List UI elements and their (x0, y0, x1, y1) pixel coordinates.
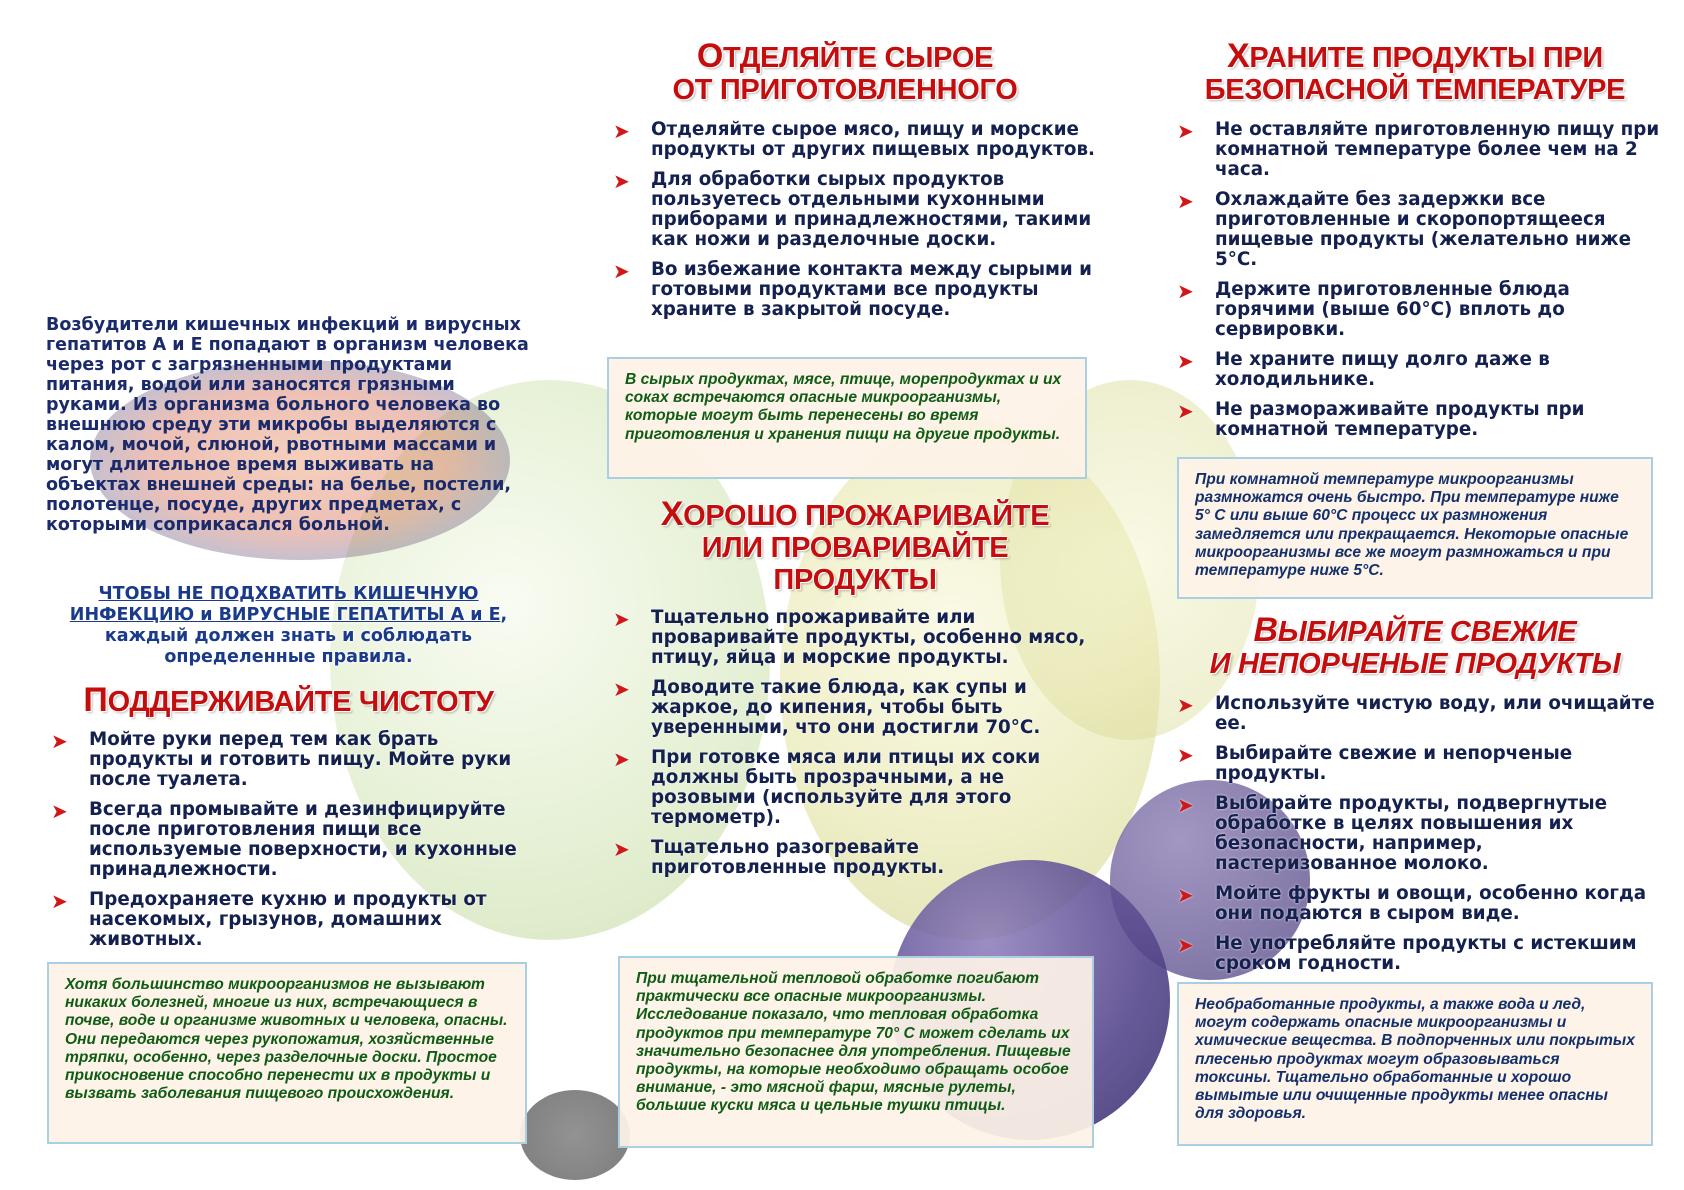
heading-separate (600, 37, 1090, 106)
berries-shape (520, 1090, 630, 1180)
list-item-text: Мойте руки перед тем как брать продукты и готовить пищу. Мойте руки после туалета. (89, 729, 512, 790)
list-item-text: Держите приготовленные блюда горячими (выше 60°С) вплоть до сервировки. (1215, 279, 1570, 340)
list-item (46, 800, 531, 880)
red-arrowhead-icon: ➤ (1177, 743, 1194, 767)
heading-cap: Х (1227, 37, 1250, 75)
red-arrowhead-icon: ➤ (1177, 933, 1194, 957)
list-item-text: Во избежание контакта между сырыми и готовыми продуктами все продукты храните в закрытой посуде. (651, 259, 1092, 320)
heading-cleanliness (46, 681, 531, 719)
list-item (46, 730, 531, 790)
list-item (1172, 400, 1662, 440)
list-item-text: Тщательно разогревайте приготовленные продукты. (651, 837, 945, 878)
red-arrowhead-icon: ➤ (1177, 349, 1194, 373)
red-arrowhead-icon: ➤ (1177, 883, 1194, 907)
list-item-text: Охлаждайте без задержки все приготовленные и скоропортящееся пищевые продукты (желательно ниже 5°С. (1215, 189, 1631, 270)
list-item (608, 170, 1098, 250)
list-item-text: Не храните пищу долго даже в холодильнике. (1215, 349, 1550, 390)
heading-line: ТДЕЛЯЙТЕ СЫРОЕ (723, 42, 994, 74)
red-arrowhead-icon: ➤ (1177, 279, 1194, 303)
list-item-text: Предохраняете кухню и продукты от насекомых, грызунов, домашних животных. (89, 889, 487, 950)
list-item (1172, 794, 1662, 874)
temperature-list (1172, 120, 1662, 450)
list-item (1172, 280, 1662, 340)
separate-list (608, 120, 1098, 330)
heading-text: ОДДЕРЖИВАЙТЕ ЧИСТОТУ (107, 686, 494, 718)
red-arrowhead-icon: ➤ (613, 119, 630, 143)
red-arrowhead-icon: ➤ (1177, 793, 1194, 817)
cook-list (608, 608, 1098, 888)
heading-line: И НЕПОРЧЕНЫЕ ПРОДУКТЫ (1209, 648, 1621, 680)
red-arrowhead-icon: ➤ (51, 799, 68, 823)
red-arrowhead-icon: ➤ (1177, 693, 1194, 717)
list-item (608, 120, 1098, 160)
heading-cap: В (1253, 611, 1278, 649)
list-item (1172, 744, 1662, 784)
list-item-text: Отделяйте сырое мясо, пищу и морские продукты от других пищевых продуктов. (651, 119, 1095, 160)
heading-fresh (1170, 611, 1660, 680)
intro-text: Возбудители кишечных инфекций и вирусных гепатитов А и Е попадают в организм человека через рот с загрязненными продуктами питания, водой или заносятся грязными руками. Из организма больного человека во внешнюю среду эти микробы выделяются с калом, мочой, слюной, рвотными массами и могут длительное время выживать на объектах внешней среды: на белье, постели, полотенце, посуде, других предметах, с которыми соприкасался больной. (46, 315, 529, 535)
note-separate: В сырых продуктах, мясе, птице, морепродуктах и их соках встречаются опасные микроорганизмы, которые могут быть перенесены во время приготовления и хранения пищи на другие продукты. (607, 357, 1087, 479)
note-cleanliness: Хотя большинство микроорганизмов не вызывают никаких болезней, многие из них, встречающиеся в почве, воде и организме животных и человека, опасны. Они передаются через рукопожатия, хозяйственные тряпки, особенно, через разделочные доски. Простое прикосновение способно перенести их в продукты и вызвать заболевания пищевого происхождения. (47, 962, 527, 1144)
heading-cap: П (83, 681, 108, 719)
heading-cap: Х (660, 495, 684, 533)
red-arrowhead-icon: ➤ (613, 677, 630, 701)
list-item (1172, 190, 1662, 270)
list-item (608, 678, 1098, 738)
red-arrowhead-icon: ➤ (613, 607, 630, 631)
rules-callout-underlined: ЧТОБЫ НЕ ПОДХВАТИТЬ КИШЕЧНУЮ ИНФЕКЦИЮ и ВИРУСНЫЕ ГЕПАТИТЫ А и Е (69, 584, 501, 625)
rules-callout (46, 584, 531, 668)
list-item (1172, 694, 1662, 734)
rules-callout-rest: , каждый должен знать и соблюдать определенные правила. (104, 605, 508, 667)
list-item-text: Не употребляйте продукты с истекшим сроком годности. (1215, 933, 1637, 974)
heading-line: ПРОДУКТЫ (773, 564, 937, 596)
note-cook: При тщательной тепловой обработке погибают практически все опасные микроорганизмы. Исследование показало, что тепловая обработка продуктов при температуре 70° С может сделать их значительно безопаснее для употребления. Пищевые продукты, на которые необходимо обращать особое внимание, - это мясной фарш, мясные рулеты, большие куски мяса и цельные тушки птицы. (618, 956, 1094, 1148)
list-item-text: Мойте фрукты и овощи, особенно когда они подаются в сыром виде. (1215, 883, 1647, 924)
list-item (1172, 120, 1662, 180)
list-item (608, 608, 1098, 668)
note-fresh: Необработанные продукты, а также вода и лед, могут содержать опасные микроорганизмы и химические вещества. В подпорченных или покрытых плесенью продуктах могут образовываться токсины. Тщательно обработанные и хорошо вымытые или очищенные продукты менее опасны для здоровья. (1177, 982, 1653, 1146)
list-item (608, 748, 1098, 828)
red-arrowhead-icon: ➤ (613, 169, 630, 193)
heading-line: ЫБИРАЙТЕ СВЕЖИЕ (1277, 616, 1577, 648)
heading-cook (610, 495, 1100, 596)
list-item (608, 260, 1098, 320)
list-item-text: Используйте чистую воду, или очищайте ее. (1215, 693, 1655, 734)
red-arrowhead-icon: ➤ (613, 837, 630, 861)
heading-line: ОРОШО ПРОЖАРИВАЙТЕ (683, 500, 1050, 532)
red-arrowhead-icon: ➤ (613, 259, 630, 283)
red-arrowhead-icon: ➤ (51, 729, 68, 753)
heading-line: БЕЗОПАСНОЙ ТЕМПЕРАТУРЕ (1204, 74, 1626, 106)
cleanliness-list (46, 730, 531, 960)
list-item-text: Выбирайте свежие и непорченые продукты. (1215, 743, 1573, 784)
red-arrowhead-icon: ➤ (1177, 189, 1194, 213)
red-arrowhead-icon: ➤ (51, 889, 68, 913)
list-item (1172, 350, 1662, 390)
note-temperature: При комнатной температуре микроорганизмы размножатся очень быстро. При температуре ниже 5° С или выше 60°С процесс их размножения замедляется или прекращается. Некоторые опасные микроорганизмы все же могут размножаться и при температуре ниже 5°С. (1177, 457, 1653, 599)
list-item (46, 890, 531, 950)
list-item-text: Не размораживайте продукты при комнатной температуре. (1215, 399, 1585, 440)
heading-temperature (1170, 37, 1660, 106)
heading-line: ОТ ПРИГОТОВЛЕННОГО (672, 74, 1018, 106)
list-item-text: Не оставляйте приготовленную пищу при комнатной температуре более чем на 2 часа. (1215, 119, 1660, 180)
heading-line: РАНИТЕ ПРОДУКТЫ ПРИ (1249, 42, 1603, 74)
list-item-text: Всегда промывайте и дезинфицируйте после приготовления пищи все используемые поверхности, и кухонные принадлежности. (89, 799, 517, 880)
list-item-text: При готовке мяса или птицы их соки должны быть прозрачными, а не розовыми (используйте для этого термометр). (651, 747, 1041, 828)
red-arrowhead-icon: ➤ (1177, 119, 1194, 143)
list-item-text: Выбирайте продукты, подвергнутые обработке в целях повышения их безопасности, например, пастеризованное молоко. (1215, 793, 1608, 874)
list-item (1172, 934, 1662, 974)
list-item (608, 838, 1098, 878)
heading-line: ИЛИ ПРОВАРИВАЙТЕ (701, 532, 1009, 564)
heading-cap: О (696, 37, 723, 75)
red-arrowhead-icon: ➤ (1177, 399, 1194, 423)
fresh-list (1172, 694, 1662, 984)
red-arrowhead-icon: ➤ (613, 747, 630, 771)
list-item (1172, 884, 1662, 924)
list-item-text: Доводите такие блюда, как супы и жаркое, до кипения, чтобы быть уверенными, что они достигли 70°С. (651, 677, 1041, 738)
list-item-text: Для обработки сырых продуктов пользуетесь отдельными кухонными приборами и принадлежностями, такими как ножи и разделочные доски. (651, 169, 1092, 250)
list-item-text: Тщательно прожаривайте или проваривайте продукты, особенно мясо, птицу, яйца и морские продукты. (651, 607, 1086, 668)
